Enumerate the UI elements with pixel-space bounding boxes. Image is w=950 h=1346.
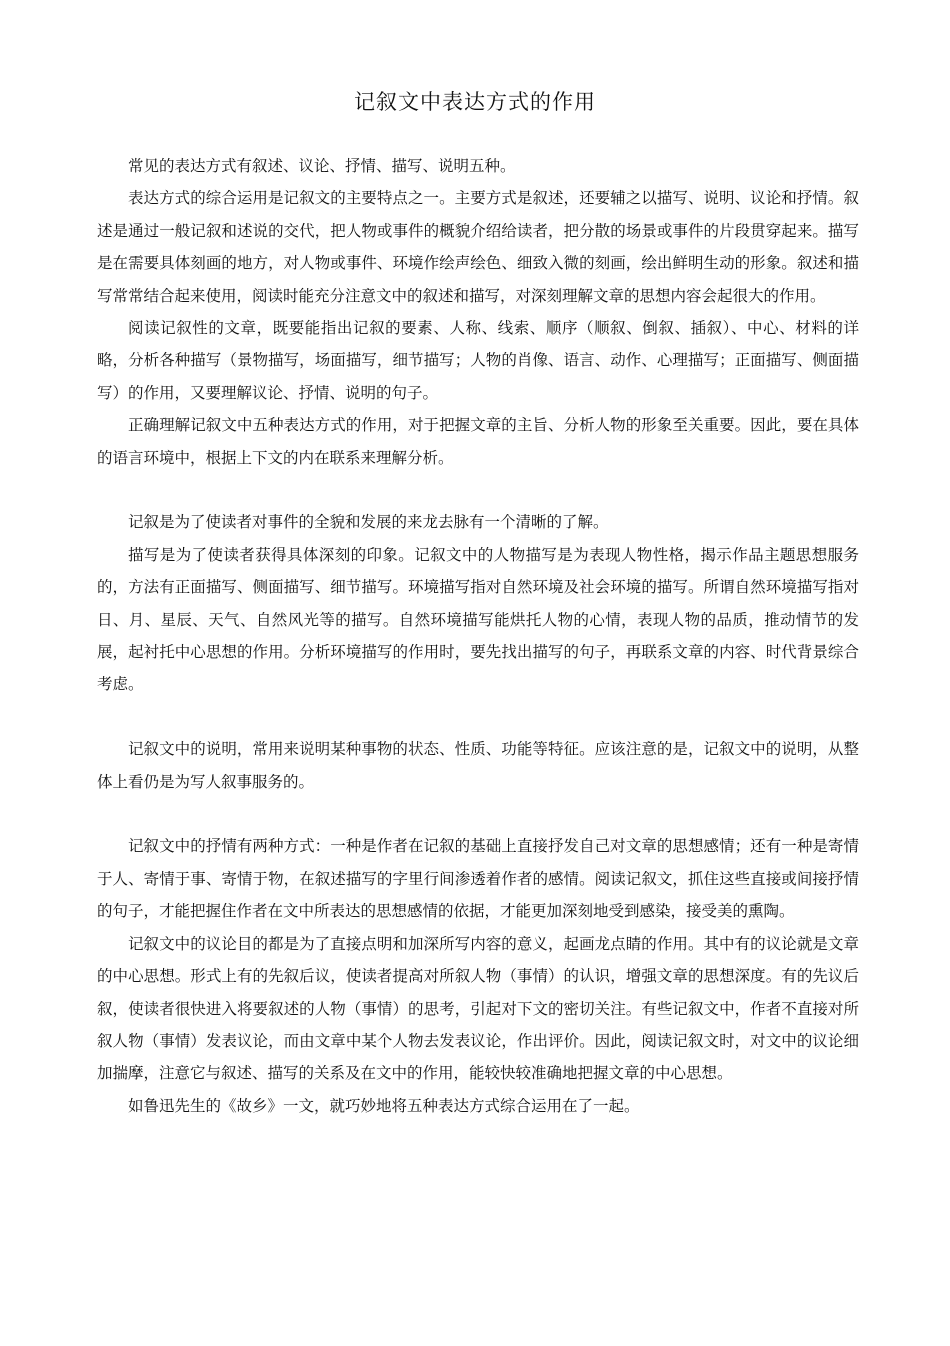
paragraph-spacer — [97, 701, 859, 733]
paragraph: 描写是为了使读者获得具体深刻的印象。记叙文中的人物描写是为表现人物性格，揭示作品主题思想服务的，方法有正面描写、侧面描写、细节描写。环境描写指对自然环境及社会环境的描写。所谓自然环境描写指对日、月、星辰、天气、自然风光等的描写。自然环境描写能烘托人物的心情，表现人物的品质，推动情节的发展，起衬托中心思想的作用。分析环境描写的作用时，要先找出描写的句子，再联系文章的内容、时代背景综合考虑。 — [97, 545, 859, 694]
paragraph: 记叙文中的议论目的都是为了直接点明和加深所写内容的意义，起画龙点睛的作用。其中有的议论就是文章的中心思想。形式上有的先叙后议，使读者提高对所叙人物（事情）的认识，增强文章的思想深度。有的先议后叙，使读者很快进入将要叙述的人物（事情）的思考，引起对下文的密切关注。有些记叙文中，作者不直接对所叙人物（事情）发表议论，而由文章中某个人物去发表议论，作出评价。因此，阅读记叙文时，对文中的议论细加揣摩，注意它与叙述、描写的关系及在文中的作用，能较快较准确地把握文章的中心思想。 — [97, 934, 859, 1083]
document-body — [97, 150, 859, 1122]
paragraph-spacer — [97, 474, 859, 506]
paragraph: 记叙文中的抒情有两种方式：一种是作者在记叙的基础上直接抒发自己对文章的思想感情；还有一种是寄情于人、寄情于事、寄情于物，在叙述描写的字里行间渗透着作者的感情。阅读记叙文，抓住这些直接或间接抒情的句子，才能把握住作者在文中所表达的思想感情的依据，才能更加深刻地受到感染，接受美的熏陶。 — [97, 837, 859, 921]
paragraph: 如鲁迅先生的《故乡》一文，就巧妙地将五种表达方式综合运用在了一起。 — [128, 1096, 640, 1115]
paragraph: 记叙是为了使读者对事件的全貌和发展的来龙去脉有一个清晰的了解。 — [128, 513, 609, 532]
paragraph: 记叙文中的说明，常用来说明某种事物的状态、性质、功能等特征。应该注意的是，记叙文中的说明，从整体上看仍是为写人叙事服务的。 — [97, 740, 859, 791]
paragraph-spacer — [97, 798, 859, 830]
document-title: 记叙文中表达方式的作用 — [354, 90, 596, 114]
paragraph: 阅读记叙性的文章，既要能指出记叙的要素、人称、线索、顺序（顺叙、倒叙、插叙）、中心、材料的详略，分析各种描写（景物描写，场面描写，细节描写；人物的肖像、语言、动作、心理描写；正面描写、侧面描写）的作用，又要理解议论、抒情、说明的句子。 — [97, 319, 859, 402]
paragraph: 常见的表达方式有叙述、议论、抒情、描写、说明五种。 — [128, 157, 516, 175]
paragraph: 正确理解记叙文中五种表达方式的作用，对于把握文章的主旨、分析人物的形象至关重要。因此，要在具体的语言环境中，根据上下文的内在联系来理解分析。 — [97, 416, 859, 467]
paragraph: 表达方式的综合运用是记叙文的主要特点之一。主要方式是叙述，还要辅之以描写、说明、议论和抒情。叙述是通过一般记叙和述说的交代，把人物或事件的概貌介绍给读者，把分散的场景或事件的片段贯穿起来。描写是在需要具体刻画的地方，对人物或事件、环境作绘声绘色、细致入微的刻画，绘出鲜明生动的形象。叙述和描写常常结合起来使用，阅读时能充分注意文中的叙述和描写，对深刻理解文章的思想内容会起很大的作用。 — [97, 189, 859, 305]
